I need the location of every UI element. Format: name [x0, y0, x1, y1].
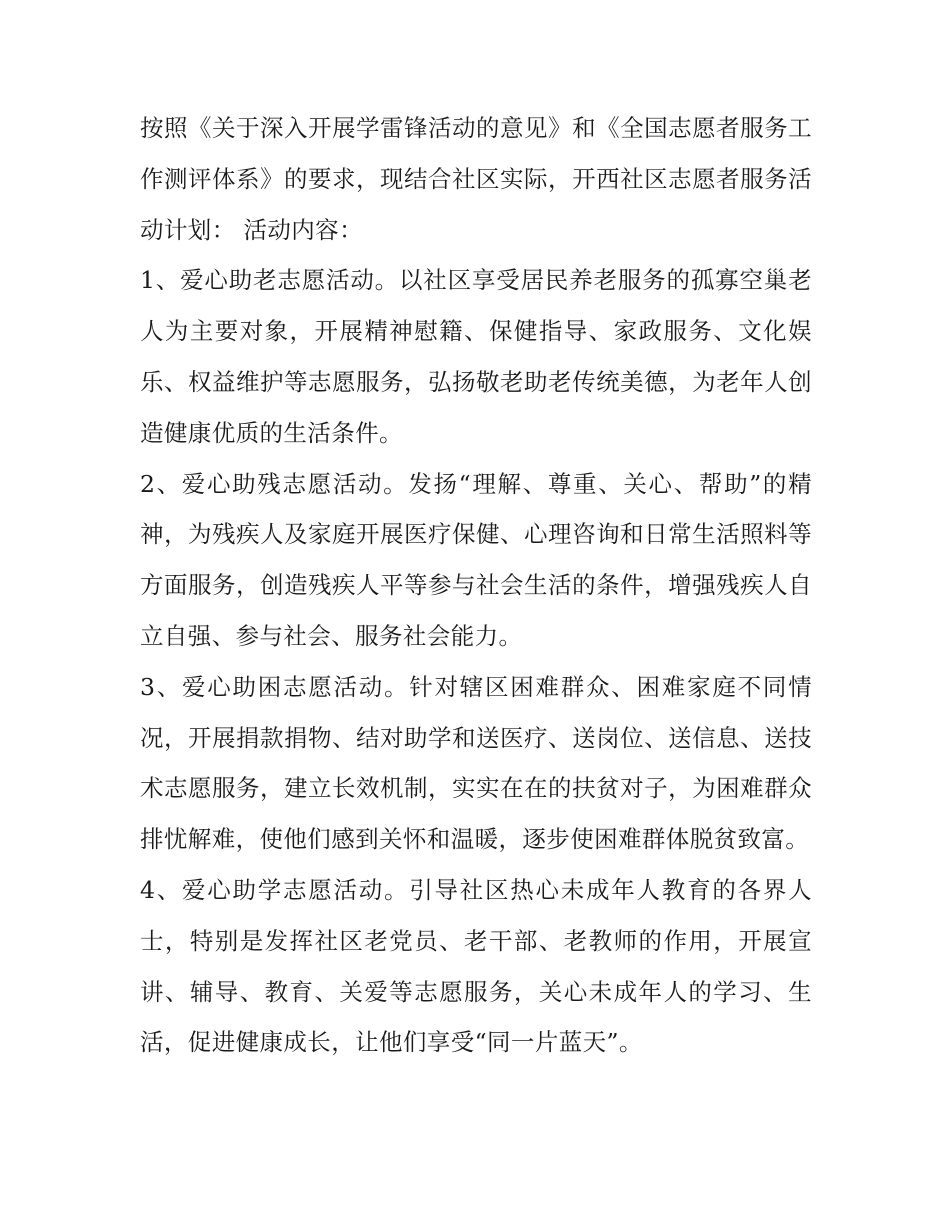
paragraph-elderly-care: 1、爱心助老志愿活动。以社区享受居民养老服务的孤寡空巢老人为主要对象，开展精神慰籍、保健指导、家政服务、文化娱乐、权益维护等志愿服务，弘扬敬老助老传统美德，为老年人创造健康优质的生活条件。 [140, 266, 812, 447]
paragraph-disability-support: 2、爱心助残志愿活动。发扬“理解、尊重、关心、帮助”的精神，为残疾人及家庭开展医疗保健、心理咨询和日常生活照料等方面服务，创造残疾人平等参与社会生活的条件，增强残疾人自立自强、参与社会、服务社会能力。 [140, 469, 812, 650]
document-body [140, 103, 812, 1068]
paragraph-education-support: 4、爱心助学志愿活动。引导社区热心未成年人教育的各界人士，特别是发挥社区老党员、老干部、老教师的作用，开展宣讲、辅导、教育、关爱等志愿服务，关心未成年人的学习、生活，促进健康成长，让他们享受“同一片蓝天”。 [140, 875, 812, 1057]
paragraph-poverty-relief: 3、爱心助困志愿活动。针对辖区困难群众、困难家庭不同情况，开展捐款捐物、结对助学和送医疗、送岗位、送信息、送技术志愿服务，建立长效机制，实实在在的扶贫对子，为困难群众排忧解难，使他们感到关怀和温暖，逐步使困难群体脱贫致富。 [140, 672, 812, 854]
intro-paragraph: 按照《关于深入开展学雷锋活动的意见》和《全国志愿者服务工作测评体系》的要求，现结合社区实际，开西社区志愿者服务活动计划： 活动内容： [140, 114, 812, 244]
